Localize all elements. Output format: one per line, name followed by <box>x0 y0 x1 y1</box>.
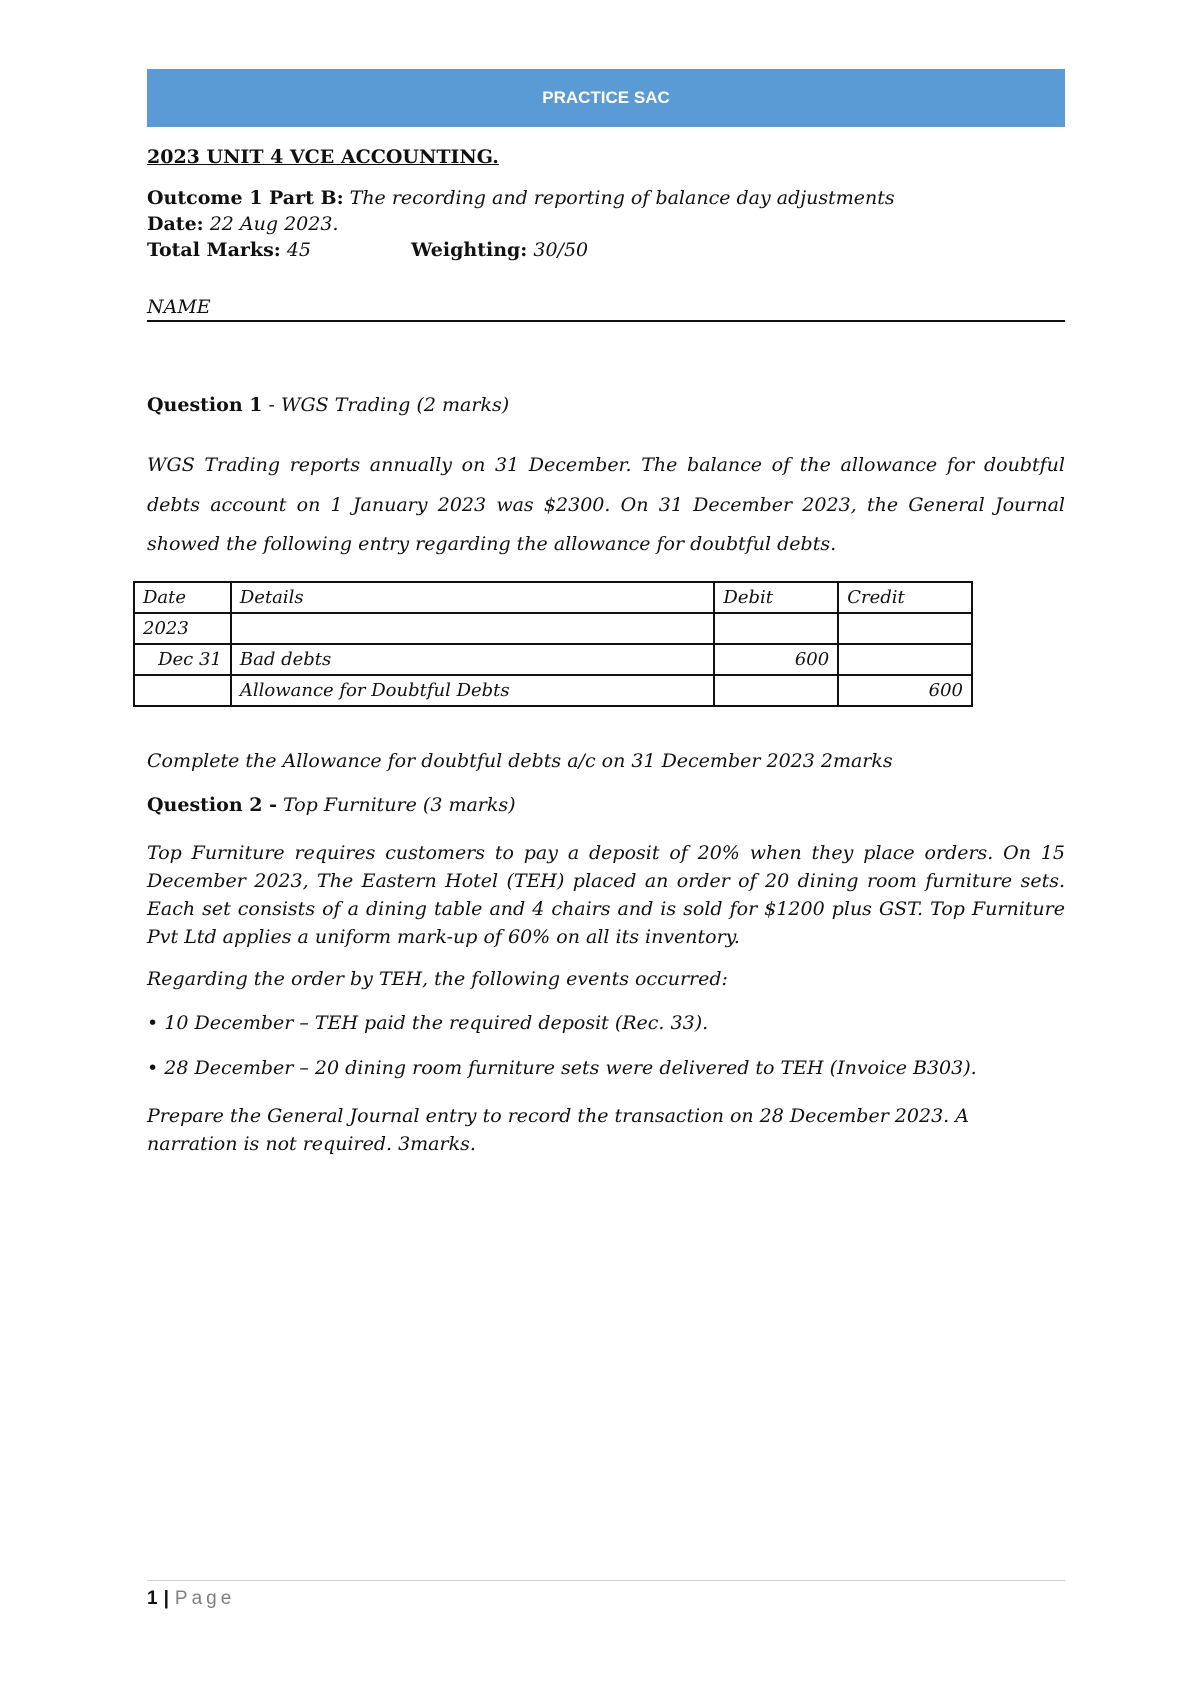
question-1-subtitle: - WGS Trading (2 marks) <box>262 394 510 416</box>
cell-date <box>134 675 231 706</box>
cell-debit: 600 <box>714 644 838 675</box>
table-header-row <box>134 582 972 613</box>
table-row <box>134 675 972 706</box>
name-underline <box>147 320 1065 322</box>
question-1-heading <box>147 394 509 416</box>
question-2-intro: Regarding the order by TEH, the following events occurred: <box>147 968 728 990</box>
cell-details <box>231 613 715 644</box>
name-label: NAME <box>147 296 211 318</box>
question-2-subtitle: Top Furniture (3 marks) <box>276 794 516 816</box>
cell-debit <box>714 675 838 706</box>
table-row <box>134 644 972 675</box>
cell-date: 2023 <box>134 613 231 644</box>
marks-line <box>147 239 747 261</box>
page-number: 1 <box>147 1588 158 1609</box>
question-2-event-1: • 10 December – TEH paid the required deposit (Rec. 33). <box>147 1012 709 1034</box>
outcome-line <box>147 187 895 209</box>
header-credit: Credit <box>838 582 972 613</box>
question-2-event-2: • 28 December – 20 dining room furniture sets were delivered to TEH (Invoice B303). <box>147 1057 977 1079</box>
general-journal-table <box>133 581 973 707</box>
outcome-label: Outcome 1 Part B: <box>147 187 344 209</box>
cell-date: Dec 31 <box>134 644 231 675</box>
cell-credit <box>838 613 972 644</box>
page-footer <box>147 1588 235 1610</box>
date-label: Date: <box>147 213 204 235</box>
date-line <box>147 213 339 235</box>
question-1-paragraph: WGS Trading reports annually on 31 December. The balance of the allowance for doubtful debts account on 1 January 2023 was $2300. On 31 December 2023, the General Journal showed the following entry regarding the allowance for doubtful debts. <box>147 454 1065 555</box>
question-2-heading <box>147 794 516 816</box>
cell-credit <box>838 644 972 675</box>
header-debit: Debit <box>714 582 838 613</box>
weighting-value: 30/50 <box>533 239 589 261</box>
cell-debit <box>714 613 838 644</box>
table-row <box>134 613 972 644</box>
date-value: 22 Aug 2023. <box>209 213 339 235</box>
page-label: Page <box>174 1588 236 1609</box>
question-2-task: Prepare the General Journal entry to record the transaction on 28 December 2023. A narration is not required. 3marks. <box>147 1105 969 1155</box>
document-title: 2023 UNIT 4 VCE ACCOUNTING. <box>147 146 499 168</box>
header-date: Date <box>134 582 231 613</box>
cell-details: Bad debts <box>231 644 715 675</box>
question-1-task: Complete the Allowance for doubtful debts a/c on 31 December 2023 2marks <box>147 750 893 772</box>
footer-divider <box>147 1580 1065 1581</box>
outcome-value: The recording and reporting of balance day adjustments <box>349 187 895 209</box>
question-1-title: Question 1 <box>147 394 263 416</box>
cell-credit: 600 <box>838 675 972 706</box>
question-2-title: Question 2 - <box>147 794 277 816</box>
total-marks-value: 45 <box>286 239 312 261</box>
banner-text: PRACTICE SAC <box>542 88 670 107</box>
weighting <box>411 239 588 261</box>
footer-separator: | <box>163 1588 169 1609</box>
cell-details: Allowance for Doubtful Debts <box>231 675 715 706</box>
total-marks-label: Total Marks: <box>147 239 281 261</box>
practice-sac-banner <box>147 69 1065 127</box>
weighting-label: Weighting: <box>411 239 528 261</box>
question-2-paragraph: Top Furniture requires customers to pay a deposit of 20% when they place orders. On 15 December 2023, The Eastern Hotel (TEH) placed an order of 20 dining room furniture sets. Each set consists of a dining table and 4 chairs and is sold for $1200 plus GST. Top Furniture Pvt Ltd applies a uniform mark-up of 60% on all its inventory. <box>147 842 1065 948</box>
header-details: Details <box>231 582 715 613</box>
